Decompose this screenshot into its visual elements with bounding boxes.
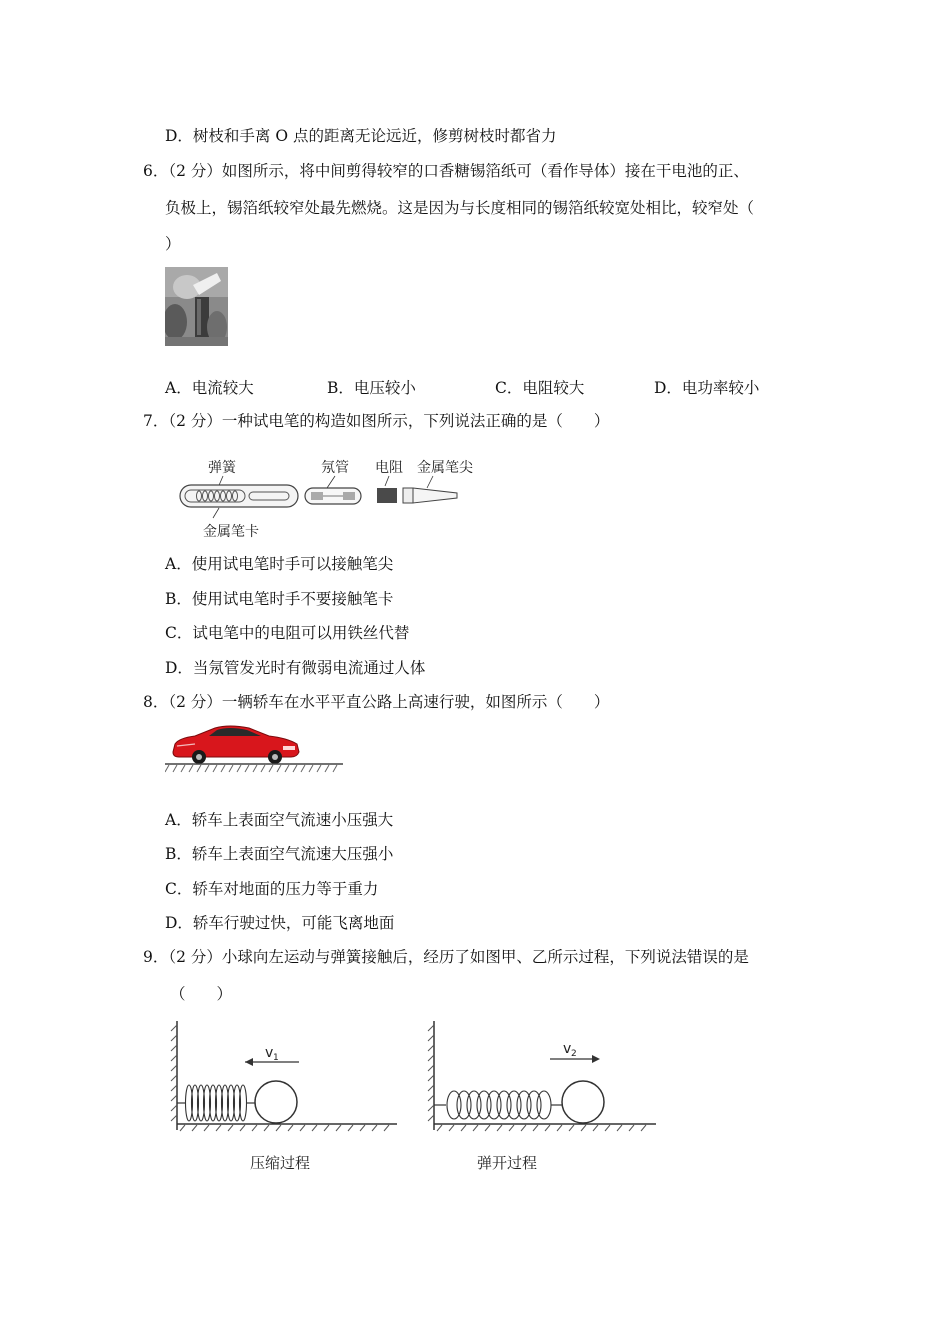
label-resistor: 电阻 — [375, 460, 403, 476]
label-tip: 金属笔尖 — [417, 460, 473, 476]
q8-option-c: C．轿车对地面的压力等于重力 — [165, 880, 379, 898]
caption-release: 弹开过程 — [477, 1154, 538, 1172]
q7-option-d: D．当氖管发光时有微弱电流通过人体 — [165, 659, 426, 677]
label-neon: 氖管 — [321, 460, 349, 476]
q7-stem: 7．（2 分）一种试电笔的构造如图所示，下列说法正确的是（ ） — [143, 412, 610, 430]
q5-option-d: D．树枝和手离 O 点的距离无论远近，修剪树枝时都省力 — [165, 127, 557, 145]
q7-option-b: B．使用试电笔时手不要接触笔卡 — [165, 590, 394, 608]
q8-option-b: B．轿车上表面空气流速大压强小 — [165, 845, 394, 863]
q6-option-a: A．电流较大 — [165, 379, 254, 397]
q8-option-a: A．轿车上表面空气流速小压强大 — [165, 811, 394, 829]
v1-subscript: 1 — [273, 1053, 279, 1063]
label-spring: 弹簧 — [208, 460, 236, 476]
q6-option-d: D．电功率较小 — [654, 379, 760, 397]
v2-subscript: 2 — [571, 1049, 577, 1059]
q6-stem-line1: 6．（2 分）如图所示，将中间剪得较窄的口香糖锡箔纸可（看作导体）接在干电池的正、 — [143, 162, 749, 180]
q9-stem-line1: 9．（2 分）小球向左运动与弹簧接触后，经历了如图甲、乙所示过程，下列说法错误的是 — [143, 948, 749, 966]
q9-figure-release — [420, 1015, 665, 1175]
q6-option-b: B．电压较小 — [327, 379, 416, 397]
q6-stem-line3: ） — [165, 235, 181, 253]
q7-tester-figure — [175, 452, 485, 544]
q9-stem-line2: （ ） — [170, 985, 233, 1003]
q6-options — [0, 378, 950, 398]
q6-stem-line2: 负极上，锡箔纸较窄处最先燃烧。这是因为与长度相同的锡箔纸较宽处相比，较窄处（ — [165, 199, 755, 217]
q7-option-a: A．使用试电笔时手可以接触笔尖 — [165, 555, 394, 573]
v2-label: v — [563, 1041, 572, 1057]
q8-stem: 8．（2 分）一辆轿车在水平平直公路上高速行驶，如图所示（ ） — [143, 693, 610, 711]
q9-figure-compress — [165, 1015, 405, 1175]
v1-label: v — [265, 1045, 274, 1061]
q7-option-c: C．试电笔中的电阻可以用铁丝代替 — [165, 624, 410, 642]
caption-compress: 压缩过程 — [250, 1154, 311, 1172]
label-clip: 金属笔卡 — [203, 524, 259, 540]
q8-car-figure — [165, 722, 345, 774]
q6-option-c: C．电阻较大 — [495, 379, 585, 397]
q8-option-d: D．轿车行驶过快，可能飞离地面 — [165, 914, 395, 932]
q6-foil-photo — [165, 267, 228, 346]
